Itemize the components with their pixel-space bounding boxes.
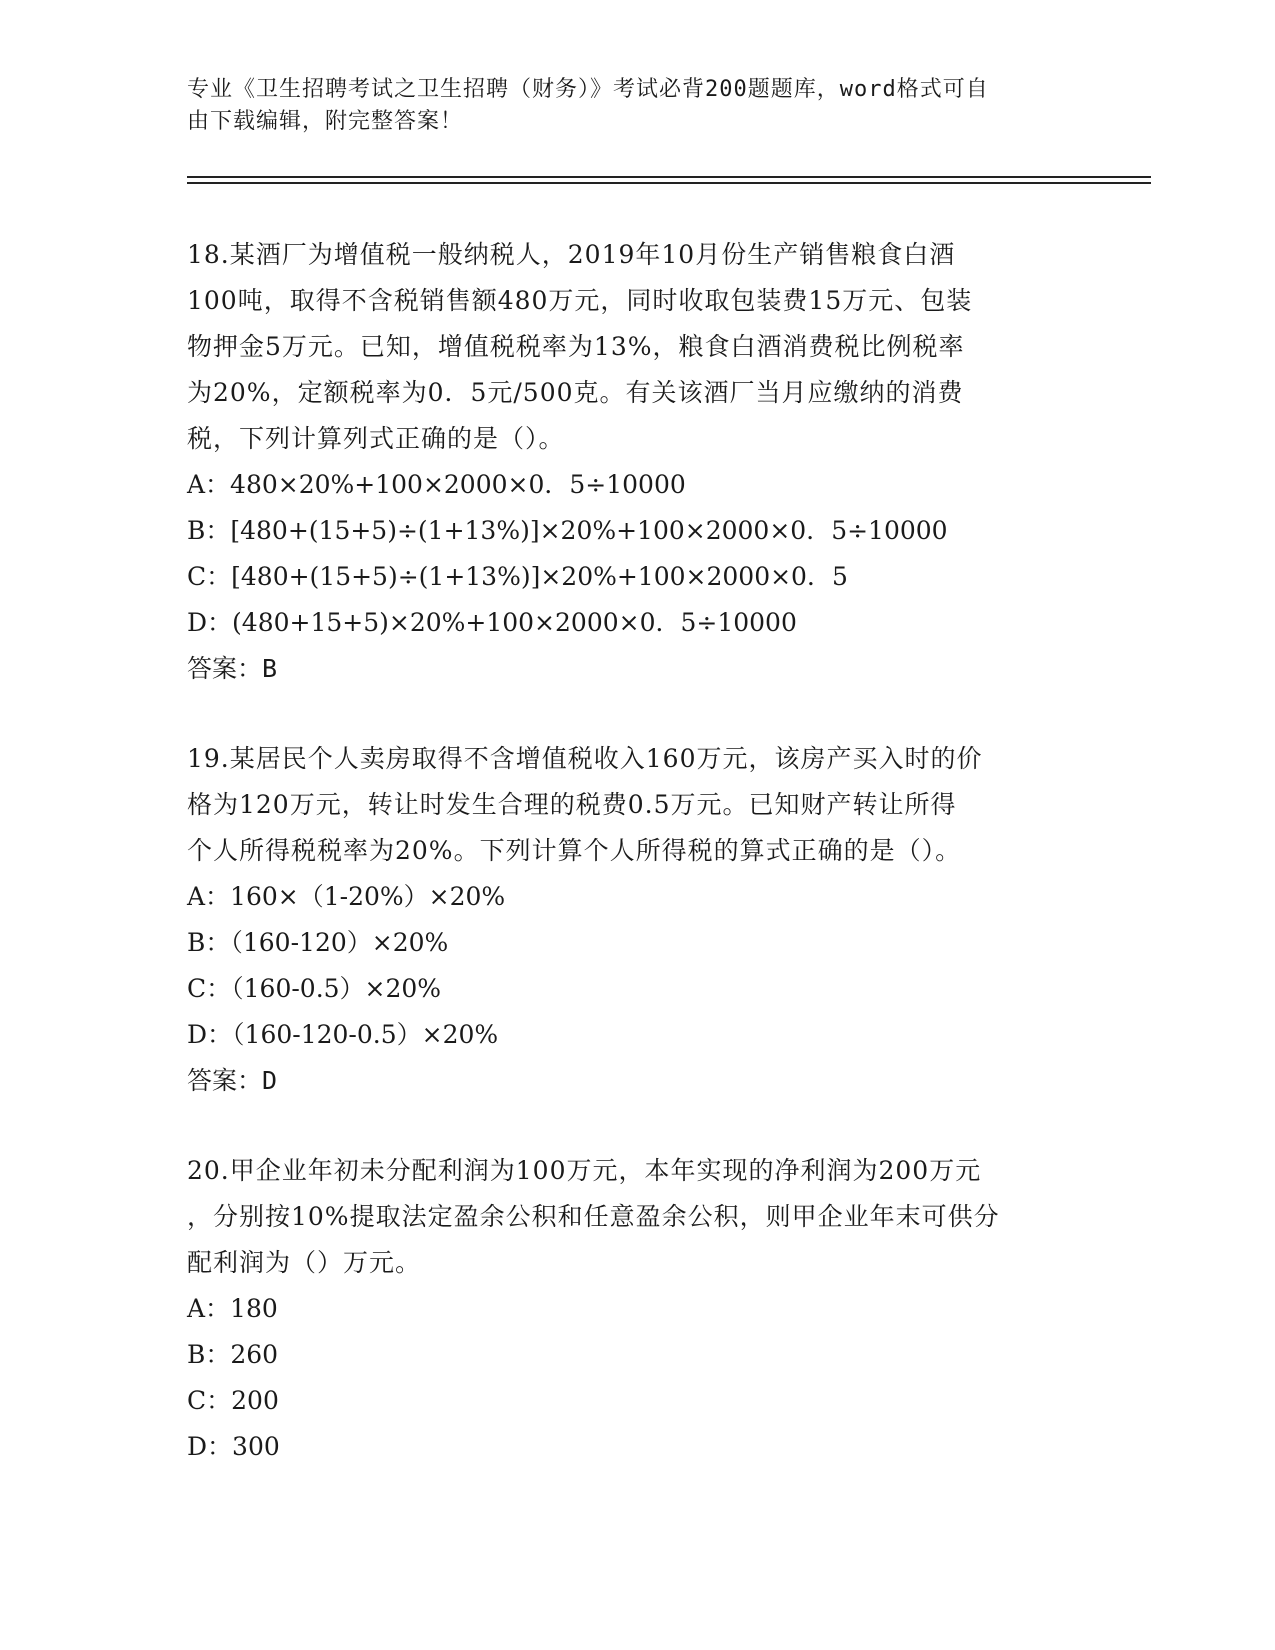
option-c: C：[480+(15+5)÷(1+13%)]×20%+100×2000×0．5 [187,562,848,591]
header-line: 由下载编辑，附完整答案！ [187,109,464,134]
header-divider-top [187,176,1151,178]
question-text-line: 税，下列计算列式正确的是（）。 [187,424,565,453]
question-text-line: 配利润为（）万元。 [187,1248,422,1277]
question-19 [187,736,1087,1104]
option-c: C：（160-0.5）×20% [187,974,442,1003]
question-text-line: 物押金5万元。已知，增值税税率为13%，粮食白酒消费税比例税率 [187,332,965,361]
question-text-line: 20.甲企业年初未分配利润为100万元，本年实现的净利润为200万元 [187,1156,982,1185]
answer-label: 答案：D [187,1066,278,1095]
question-spacer [187,1104,1087,1148]
option-a: A：480×20%+100×2000×0．5÷10000 [187,470,686,499]
option-b: B：（160-120）×20% [187,928,449,957]
option-a: A：180 [187,1294,278,1323]
question-text-line: 100吨，取得不含税销售额480万元，同时收取包装费15万元、包装 [187,286,973,315]
question-text-line: 个人所得税税率为20%。下列计算个人所得税的算式正确的是（）。 [187,836,962,865]
question-text-line: 18.某酒厂为增值税一般纳税人，2019年10月份生产销售粮食白酒 [187,240,956,269]
option-d: D：(480+15+5)×20%+100×2000×0．5÷10000 [187,608,797,637]
question-list [187,232,1087,1470]
question-text-line: 格为120万元，转让时发生合理的税费0.5万元。已知财产转让所得 [187,790,957,819]
option-d: D：300 [187,1432,280,1461]
option-b: B：[480+(15+5)÷(1+13%)]×20%+100×2000×0．5÷10000 [187,516,948,545]
question-text-line: 19.某居民个人卖房取得不含增值税收入160万元，该房产买入时的价 [187,744,983,773]
header-line: 专业《卫生招聘考试之卫生招聘（财务）》考试必背200题题库，word格式可自 [187,77,989,102]
question-text-line: ，分别按10%提取法定盈余公积和任意盈余公积，则甲企业年末可供分 [187,1202,1000,1231]
option-d: D：（160-120-0.5）×20% [187,1020,499,1049]
question-20 [187,1148,1087,1470]
document-header [187,74,1087,138]
question-spacer [187,692,1087,736]
option-b: B：260 [187,1340,279,1369]
question-18 [187,232,1087,692]
option-a: A：160×（1-20%）×20% [187,882,506,911]
option-c: C：200 [187,1386,279,1415]
header-divider-bottom [187,182,1151,184]
answer-label: 答案：B [187,654,278,683]
question-text-line: 为20%，定额税率为0．5元/500克。有关该酒厂当月应缴纳的消费 [187,378,964,407]
